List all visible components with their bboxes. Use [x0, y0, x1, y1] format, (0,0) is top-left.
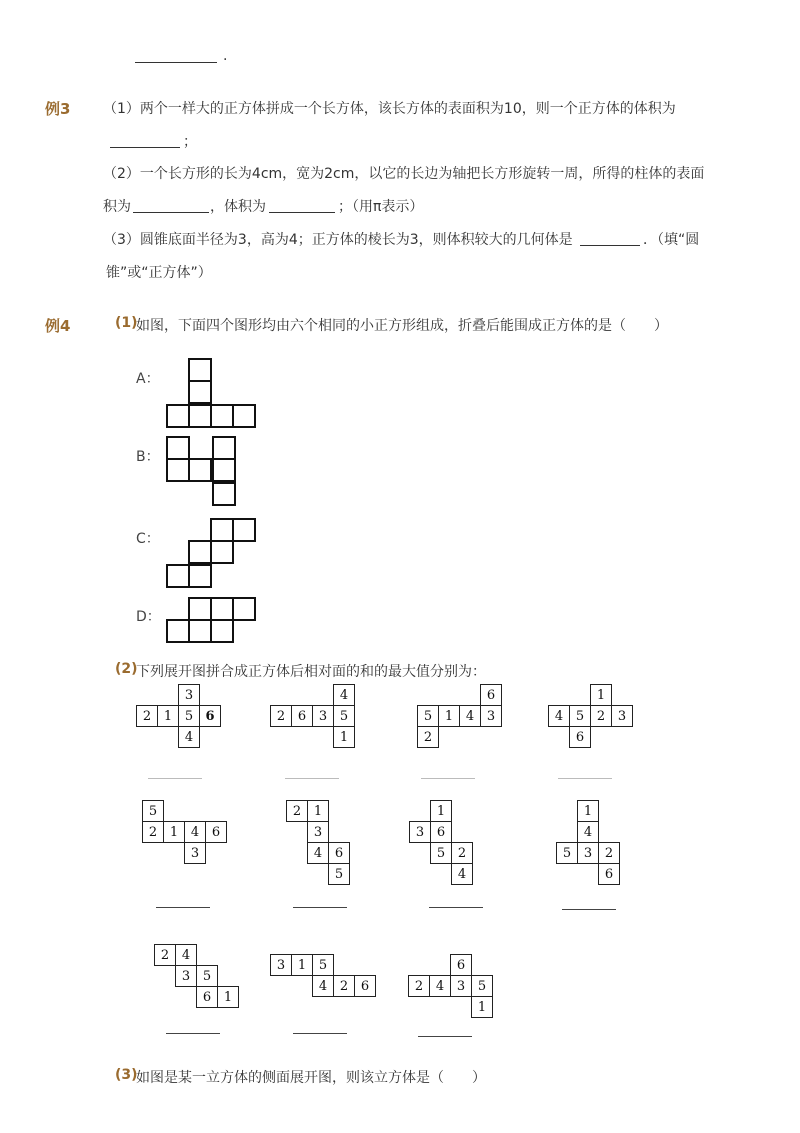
- net-cell: 6: [598, 863, 620, 885]
- answer-blank-top: [135, 62, 217, 63]
- net-cell: 4: [184, 821, 206, 843]
- net-cell: 1: [307, 800, 329, 822]
- ex3-q2-b: ，体积为: [210, 199, 266, 215]
- ex3-q1-line1: （1）两个一样大的正方体拼成一个长方体，该长方体的表面积为10，则一个正方体的体积为: [103, 101, 676, 117]
- net-cell: 2: [333, 975, 355, 997]
- ex4-part3-text: 如图是某一立方体的侧面展开图，则该立方体是（ ）: [136, 1070, 486, 1086]
- net-cell: 4: [312, 975, 334, 997]
- ex4-part1-text: 如图，下面四个图形均由六个相同的小正方形组成，折叠后能围成正方体的是（ ）: [136, 318, 668, 334]
- answer-blank-5: [156, 907, 210, 908]
- answer-blank-3: [421, 778, 475, 779]
- net-cell: 5: [328, 863, 350, 885]
- net-cell: 6: [480, 684, 502, 706]
- net-cell: 3: [270, 954, 292, 976]
- option-c-label: C：: [136, 531, 160, 547]
- ex3-q1-end: ；: [183, 134, 197, 150]
- net-cell: 1: [291, 954, 313, 976]
- net-cell: 1: [438, 705, 460, 727]
- net-cell: 3: [480, 705, 502, 727]
- net-cell: 1: [217, 986, 239, 1008]
- net-cell: 2: [142, 821, 164, 843]
- net-cell: 3: [312, 705, 334, 727]
- net-cell: 6: [430, 821, 452, 843]
- ex3-q3-line1b: ．（填“圆: [643, 232, 700, 248]
- net-cell: 4: [175, 944, 197, 966]
- net-cell: 5: [196, 965, 218, 987]
- net-cell: 2: [286, 800, 308, 822]
- net-cell: 3: [450, 975, 472, 997]
- example-4-label: 例4: [45, 317, 71, 335]
- net-cell: 5: [333, 705, 355, 727]
- net-cell: 4: [333, 684, 355, 706]
- net-cell: 3: [409, 821, 431, 843]
- example-3-label: 例3: [45, 100, 71, 118]
- net-cell: 1: [577, 800, 599, 822]
- net-cell: 2: [451, 842, 473, 864]
- answer-blank-2: [285, 778, 339, 779]
- option-d-label: D：: [136, 609, 161, 625]
- option-b-label: B：: [136, 449, 160, 465]
- ex4-part2-label: (2): [115, 661, 138, 677]
- ex3-q2-c: ；（用π表示）: [338, 199, 424, 215]
- ex3-q2-line1: （2）一个长方形的长为4cm，宽为2cm，以它的长边为轴把长方形旋转一周，所得的柱体的表面: [103, 166, 705, 182]
- net-cell: 2: [154, 944, 176, 966]
- answer-blank-8: [562, 909, 616, 910]
- net-cell: 2: [598, 842, 620, 864]
- ex3-q2-blank2: [269, 212, 335, 213]
- net-cell: 1: [163, 821, 185, 843]
- net-cell: 6: [199, 705, 221, 727]
- net-cell: 5: [569, 705, 591, 727]
- ex3-q2-a: 积为: [103, 199, 131, 215]
- net-cell: 6: [291, 705, 313, 727]
- ex4-part1-label: (1): [115, 315, 138, 331]
- net-cell: 3: [175, 965, 197, 987]
- net-cell: 3: [611, 705, 633, 727]
- net-cell: 1: [590, 684, 612, 706]
- net-cell: 1: [157, 705, 179, 727]
- answer-blank-9: [166, 1033, 220, 1034]
- net-cell: 6: [569, 726, 591, 748]
- net-cell: 5: [178, 705, 200, 727]
- ex3-q3-blank: [580, 245, 640, 246]
- net-cell: 2: [270, 705, 292, 727]
- net-cell: 3: [184, 842, 206, 864]
- answer-blank-10: [293, 1033, 347, 1034]
- net-cell: 5: [142, 800, 164, 822]
- ex4-part2-text: 下列展开图拼合成正方体后相对面的和的最大值分别为：: [136, 664, 486, 680]
- ex4-part3-label: (3): [115, 1067, 138, 1083]
- net-cell: 3: [307, 821, 329, 843]
- net-cell: 5: [556, 842, 578, 864]
- net-cell: 6: [328, 842, 350, 864]
- net-cell: 4: [451, 863, 473, 885]
- net-cell: 2: [136, 705, 158, 727]
- answer-blank-7: [429, 907, 483, 908]
- ex3-q3-line1: （3）圆锥底面半径为3，高为4；正方体的棱长为3，则体积较大的几何体是: [103, 232, 573, 248]
- net-cell: 6: [450, 954, 472, 976]
- answer-blank-4: [558, 778, 612, 779]
- net-cell: 4: [577, 821, 599, 843]
- period: .: [223, 48, 228, 64]
- net-cell: 4: [307, 842, 329, 864]
- answer-blank-11: [418, 1036, 472, 1037]
- net-cell: 3: [577, 842, 599, 864]
- net-cell: 5: [471, 975, 493, 997]
- net-cell: 3: [178, 684, 200, 706]
- net-cell: 5: [417, 705, 439, 727]
- option-a-label: A：: [136, 371, 160, 387]
- net-cell: 1: [430, 800, 452, 822]
- net-cell: 4: [178, 726, 200, 748]
- net-cell: 2: [417, 726, 439, 748]
- net-cell: 6: [354, 975, 376, 997]
- net-cell: 2: [590, 705, 612, 727]
- ex3-q2-blank1: [133, 212, 209, 213]
- net-cell: 4: [459, 705, 481, 727]
- net-cell: 4: [548, 705, 570, 727]
- net-cell: 4: [429, 975, 451, 997]
- net-cell: 5: [430, 842, 452, 864]
- net-cell: 5: [312, 954, 334, 976]
- answer-blank-1: [148, 778, 202, 779]
- ex3-q3-line2: 锥”或“正方体”）: [106, 265, 212, 281]
- net-cell: 2: [408, 975, 430, 997]
- net-cell: 1: [333, 726, 355, 748]
- answer-blank-6: [293, 907, 347, 908]
- net-cell: 6: [205, 821, 227, 843]
- ex3-q1-blank: [110, 147, 180, 148]
- net-cell: 6: [196, 986, 218, 1008]
- net-cell: 1: [471, 996, 493, 1018]
